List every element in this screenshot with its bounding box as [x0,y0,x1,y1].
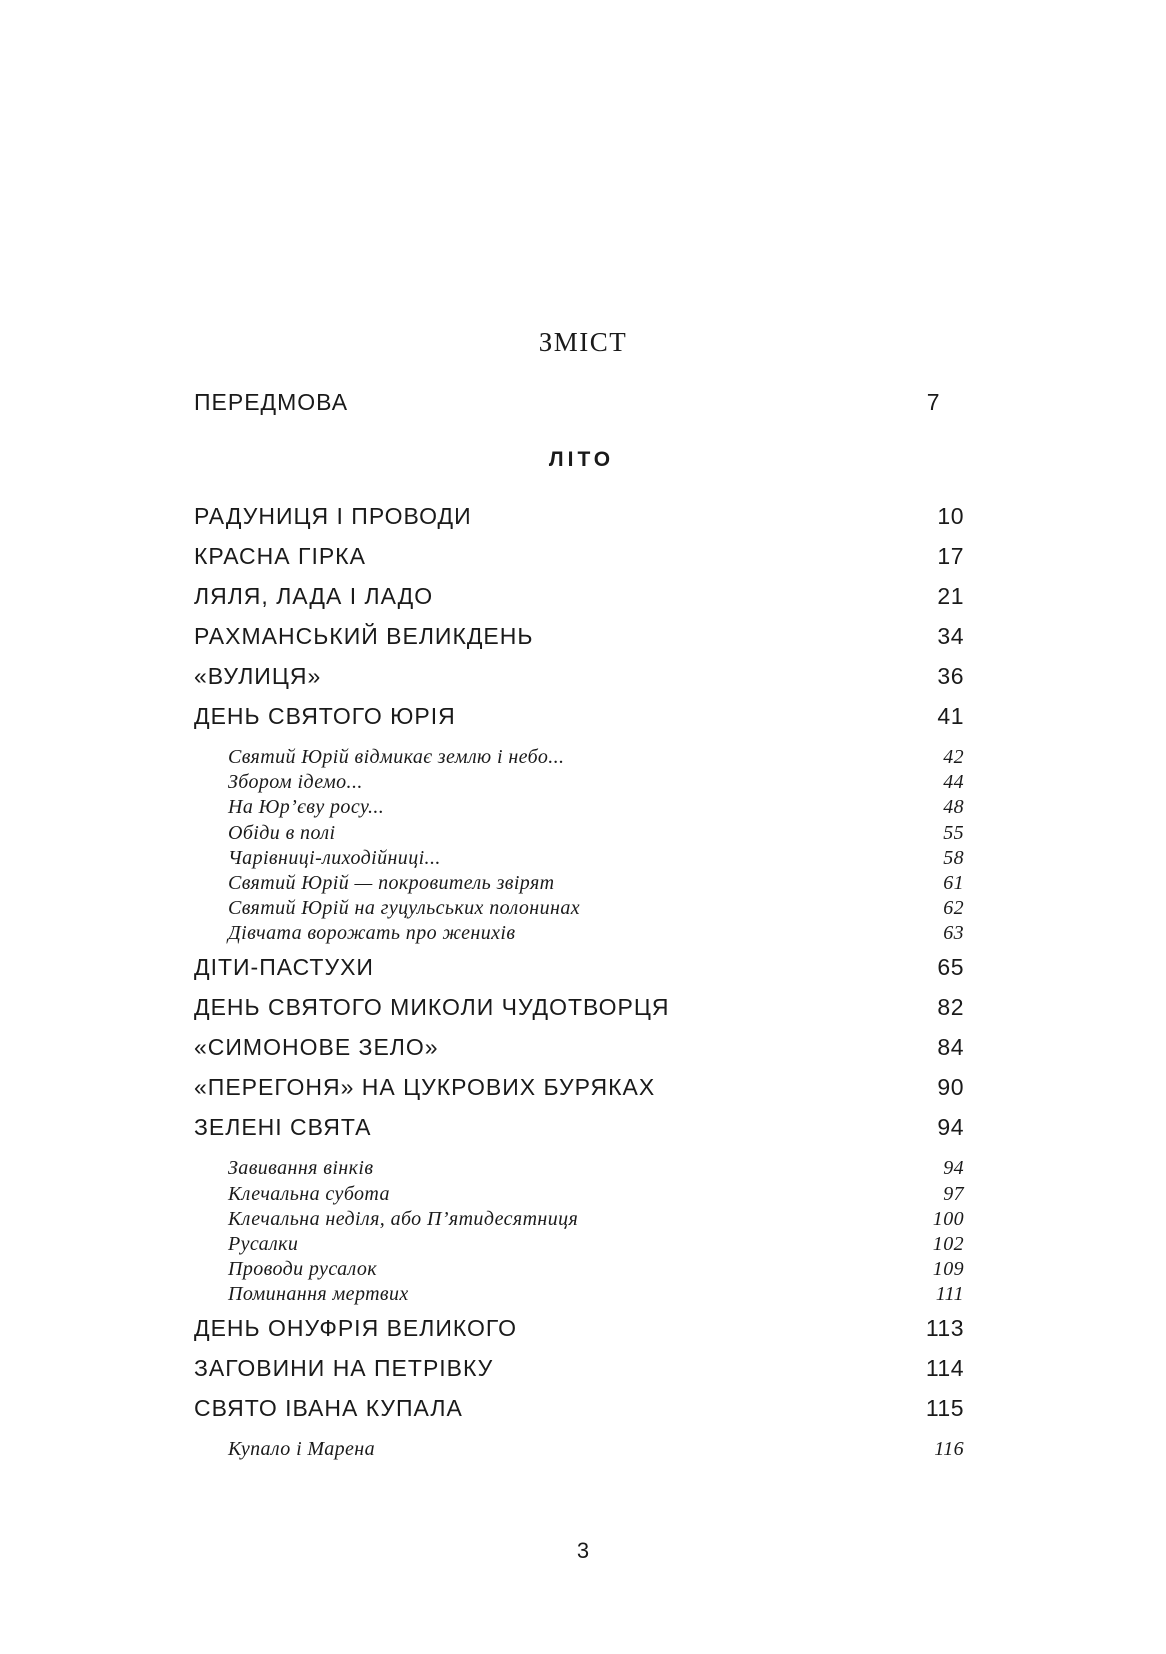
toc-subentry[interactable] [194,795,964,820]
toc-subentry-title: Клечальна субота [228,1182,390,1205]
toc-entry-page: 10 [937,503,964,529]
toc-subentry-title: Проводи русалок [228,1258,378,1281]
toc-subentry-title: Завивання вінків [228,1157,374,1180]
toc-entry-page: 84 [937,1034,964,1061]
toc-subentry-page: 102 [932,1232,964,1255]
toc-subentry-page: 55 [943,821,964,844]
toc-subentry[interactable] [194,896,964,921]
toc-entry[interactable] [194,582,964,622]
toc-entry-page: 82 [937,994,964,1021]
toc-entry-page: 94 [937,1114,964,1141]
toc-entry[interactable] [194,702,964,745]
toc-entry-title: «ВУЛИЦЯ» [194,663,322,689]
toc-entry[interactable] [194,1113,964,1156]
toc-subentry[interactable] [194,1437,964,1469]
toc-subentry-page: 63 [943,922,964,945]
toc-entry-page: 17 [937,543,964,569]
toc-entry-page: 115 [925,1395,964,1422]
toc-entry[interactable] [194,993,964,1033]
table-of-contents [194,388,964,1469]
toc-entry[interactable] [194,622,964,662]
toc-subentry-title: Збором ідемо... [228,771,363,794]
toc-subentry-page: 58 [943,846,964,869]
toc-subentry-title: Святий Юрій — покровитель звірят [228,871,555,894]
toc-subentry-page: 62 [943,897,964,920]
toc-entry-title: ЗАГОВИНИ НА ПЕТРІВКУ [194,1355,494,1382]
page-title: ЗМІСТ [538,327,628,357]
toc-entry-title: «ПЕРЕГОНЯ» НА ЦУКРОВИХ БУРЯКАХ [194,1074,656,1101]
page-number: 3 [576,1538,590,1563]
toc-subentry[interactable] [194,1232,964,1257]
toc-entry[interactable] [194,662,964,702]
toc-entry-page: 36 [937,663,964,689]
toc-subentry-title: Купало і Марена [228,1438,375,1461]
toc-subentry-title: Поминання мертвих [228,1283,409,1306]
toc-entry-title: РАДУНИЦЯ І ПРОВОДИ [194,503,472,529]
toc-subentry-title: Чарівниці-лиходійниці... [228,846,441,869]
toc-entry[interactable] [194,1314,964,1354]
toc-entry-page: 90 [937,1074,964,1101]
toc-subentry-page: 116 [934,1438,964,1461]
toc-subentry-title: Обіди в полі [228,821,336,844]
toc-entry-page: 34 [937,623,964,649]
section-heading-text: ЛІТО [548,448,615,471]
toc-subentry[interactable] [194,1182,964,1207]
toc-subentry[interactable] [194,846,964,871]
toc-subentry[interactable] [194,821,964,846]
toc-subentry-title: Русалки [228,1232,299,1255]
toc-entry-title: ПЕРЕДМОВА [194,389,349,415]
toc-entry-page: 114 [925,1355,964,1382]
toc-subentry-page: 44 [943,771,964,794]
toc-entry-page: 21 [937,583,964,609]
toc-entry-title: ЗЕЛЕНІ СВЯТА [194,1114,372,1141]
toc-entry-title: ЛЯЛЯ, ЛАДА І ЛАДО [194,583,434,609]
toc-entry-page: 113 [925,1315,964,1342]
toc-entries [194,502,964,1469]
toc-subentry[interactable] [194,770,964,795]
toc-entry-title: ДЕНЬ ОНУФРІЯ ВЕЛИКОГО [194,1315,517,1342]
toc-entry[interactable] [194,953,964,993]
toc-entry[interactable] [194,1033,964,1073]
toc-subentry[interactable] [194,1207,964,1232]
toc-subentry[interactable] [194,921,964,953]
toc-subentry[interactable] [194,745,964,770]
toc-subentry-page: 61 [943,871,964,894]
toc-entry-page: 7 [926,389,940,415]
toc-entry-page: 65 [937,954,964,981]
toc-entry-preface[interactable] [194,388,964,446]
toc-subentry[interactable] [194,1282,964,1314]
toc-subentry-page: 42 [943,746,964,768]
toc-subentry[interactable] [194,1156,964,1181]
toc-subentry[interactable] [194,1257,964,1282]
toc-subentry[interactable] [194,871,964,896]
section-heading [194,446,964,502]
toc-entry-page: 41 [937,703,964,729]
toc-subentry-title: Святий Юрій відмикає землю і небо... [228,746,565,768]
toc-entry-title: ДЕНЬ СВЯТОГО МИКОЛИ ЧУДОТВОРЦЯ [194,994,670,1021]
toc-subentry-title: Клечальна неділя, або П’ятидесятниця [228,1207,579,1230]
toc-entry[interactable] [194,1073,964,1113]
toc-subentry-page: 48 [943,796,964,819]
toc-subentry-page: 94 [943,1157,964,1180]
toc-entry-title: ДІТИ-ПАСТУХИ [194,954,374,981]
toc-subentry-title: Святий Юрій на гуцульських полонинах [228,897,580,920]
toc-subentry-page: 109 [932,1258,964,1281]
toc-subentry-title: Дівчата ворожать про женихів [228,922,516,945]
toc-entry[interactable] [194,542,964,582]
toc-entry-title: КРАСНА ГІРКА [194,543,366,569]
toc-entry[interactable] [194,502,964,542]
toc-subentry-page: 111 [935,1283,964,1306]
toc-entry[interactable] [194,1394,964,1437]
toc-entry[interactable] [194,1354,964,1394]
toc-entry-title: РАХМАНСЬКИЙ ВЕЛИКДЕНЬ [194,623,534,649]
toc-subentry-page: 100 [932,1207,964,1230]
toc-entry-title: «СИМОНОВЕ ЗЕЛО» [194,1034,439,1061]
toc-subentry-page: 97 [943,1182,964,1205]
toc-entry-title: ДЕНЬ СВЯТОГО ЮРІЯ [194,703,456,729]
toc-entry-title: СВЯТО ІВАНА КУПАЛА [194,1395,463,1422]
toc-subentry-title: На Юр’єву росу... [228,796,385,819]
